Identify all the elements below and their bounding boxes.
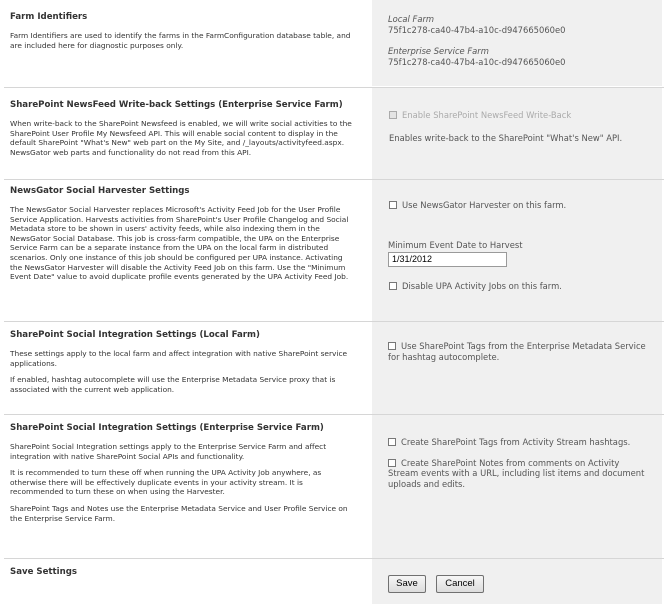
farm-identifiers-section [0, 0, 668, 86]
newsfeed-section [0, 88, 668, 179]
enable-newsfeed-row [389, 110, 662, 121]
create-notes-label: Create SharePoint Notes from comments on Activity Stream events with a URL, including list items and document uploads and edits. [388, 457, 645, 489]
newsfeed-note: Enables write-back to the SharePoint "What's New" API. [389, 132, 623, 143]
integration-enterprise-description-2: It is recommended to turn these off when running the UPA Activity Job anywhere, as otherwise there will be effectively duplicate events in your activity stream. It is recommended to turn these on when using the Harvester. [10, 468, 322, 497]
integration-enterprise-section [0, 415, 668, 558]
enable-newsfeed-checkbox[interactable] [389, 111, 397, 119]
integration-local-title: SharePoint Social Integration Settings (Local Farm) [10, 330, 260, 340]
use-harvester-row [389, 200, 566, 211]
farm-identifiers-panel [372, 0, 662, 86]
use-tags-row [388, 341, 652, 362]
save-settings-panel [372, 559, 662, 604]
enterprise-farm-id: 75f1c278-ca40-47b4-a10c-d947665060e0 [388, 56, 566, 67]
farm-identifiers-description: Farm Identifiers are used to identify the farms in the FarmConfiguration database table, and are included here for diagnostic purposes only. [10, 31, 351, 50]
integration-local-panel [372, 322, 662, 414]
use-tags-label: Use SharePoint Tags from the Enterprise Metadata Service for hashtag autocomplete. [388, 341, 646, 362]
create-tags-checkbox[interactable] [388, 438, 396, 446]
create-tags-row [388, 437, 652, 448]
create-notes-checkbox[interactable] [388, 459, 396, 467]
integration-enterprise-description-1: SharePoint Social Integration settings apply to the Enterprise Service Farm and affect integration with native SharePoint Social APIs and functionality. [10, 442, 327, 461]
enable-newsfeed-label: Enable SharePoint NewsFeed Write-Back [402, 110, 572, 120]
farm-identifiers-title: Farm Identifiers [10, 12, 88, 22]
create-tags-label: Create SharePoint Tags from Activity Stream hashtags. [401, 437, 631, 447]
cancel-button[interactable]: Cancel [436, 575, 484, 593]
harvester-title: NewsGator Social Harvester Settings [10, 186, 190, 196]
integration-enterprise-title: SharePoint Social Integration Settings (Enterprise Service Farm) [10, 423, 324, 433]
min-event-date-input[interactable]: 1/31/2012 [388, 252, 507, 267]
newsfeed-description: When write-back to the SharePoint Newsfeed is enabled, we will write social activities to the SharePoint User Profile My Newsfeed API. This will enable social content to display in the default SharePoint "What's New" web part on the My Site, and /_layouts/activityfeed.aspx. NewsGator web parts and functionality do not read from this API. [10, 119, 352, 157]
disable-upa-label: Disable UPA Activity Jobs on this farm. [402, 281, 562, 291]
disable-upa-row [389, 281, 562, 292]
save-settings-section [0, 559, 668, 604]
newsfeed-title: SharePoint NewsFeed Write-back Settings (Enterprise Service Farm) [10, 100, 343, 110]
newsfeed-panel [372, 88, 662, 179]
integration-local-description-1: These settings apply to the local farm and affect integration with native SharePoint service applications. [10, 349, 348, 368]
harvester-section [0, 180, 668, 321]
save-settings-title: Save Settings [10, 567, 77, 577]
integration-local-section [0, 322, 668, 414]
local-farm-id: 75f1c278-ca40-47b4-a10c-d947665060e0 [388, 24, 566, 35]
use-tags-checkbox[interactable] [388, 342, 396, 350]
integration-local-description-2: If enabled, hashtag autocomplete will use the Enterprise Metadata Service proxy that is associated with the current web application. [10, 375, 336, 394]
local-farm-label: Local Farm [388, 14, 435, 24]
disable-upa-checkbox[interactable] [389, 282, 397, 290]
harvester-description: The NewsGator Social Harvester replaces Microsoft's Activity Feed Job for the User Profile Service Application. Harvests activities from SharePoint's User Profile Changelog and Social Metadata store to be shown in users' activity feeds, while also indexing them in the NewsGator Social Database. This job is cross-farm compatible, the UPA on the Enterprise Service Farm can be a separate instance from the UPA on the local farm in distributed scenarios. Only one instance of this job should be configured per UPA instance. Activating the NewsGator Harvester will disable the Activity Feed Job on this farm. Use the "Minimum Event Date" value to avoid duplicate profile events generated by the UPA Activity Feed Job. [10, 205, 349, 282]
integration-enterprise-description-3: SharePoint Tags and Notes use the Enterprise Metadata Service and User Profile Service on the Enterprise Service Farm. [10, 503, 348, 523]
integration-enterprise-panel [372, 415, 662, 558]
enterprise-farm-label: Enterprise Service Farm [388, 46, 489, 56]
use-harvester-label: Use NewsGator Harvester on this farm. [402, 200, 567, 210]
save-button[interactable]: Save [388, 575, 426, 593]
min-date-label: Minimum Event Date to Harvest [388, 240, 523, 250]
use-harvester-checkbox[interactable] [389, 201, 397, 209]
create-notes-row [388, 458, 652, 490]
harvester-panel [372, 180, 662, 321]
